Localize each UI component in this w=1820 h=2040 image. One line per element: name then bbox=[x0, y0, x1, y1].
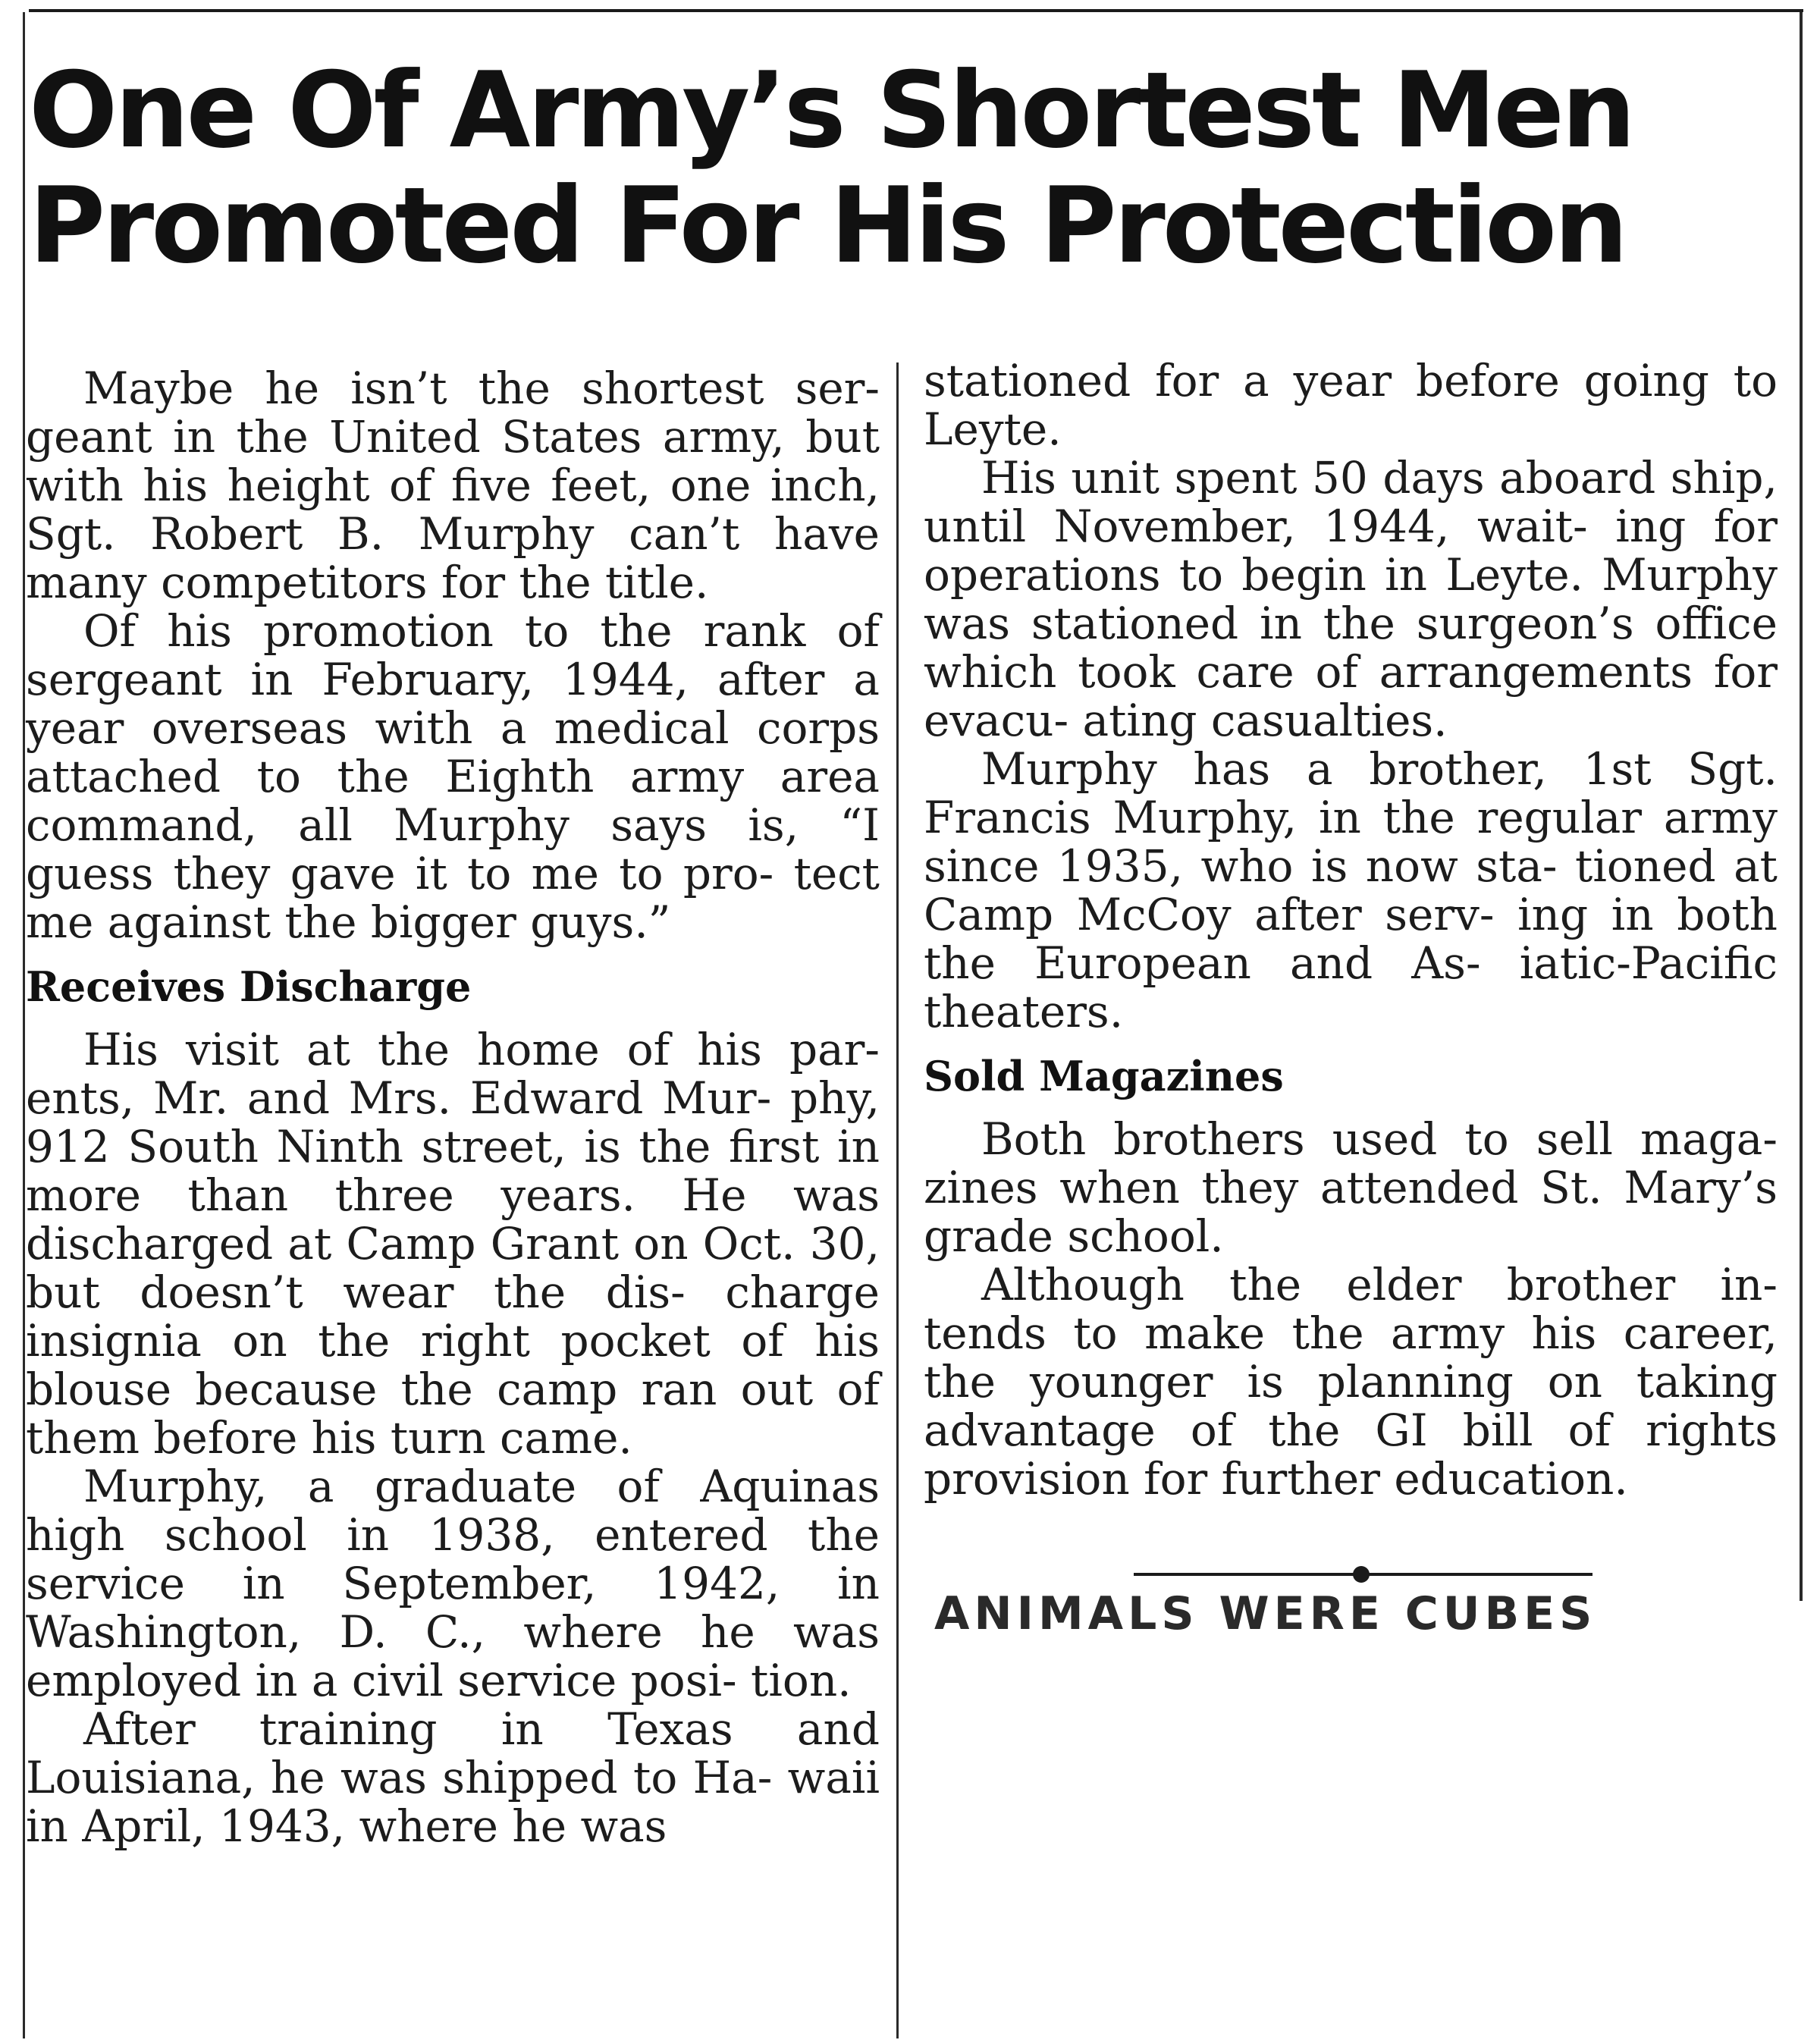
top-border-rule bbox=[29, 9, 1803, 12]
column-divider-rule bbox=[896, 362, 899, 2038]
left-border-rule bbox=[23, 12, 25, 2038]
paragraph-brother: Murphy has a brother, 1st Sgt. Francis Murphy, in the regular army since 1935, who is now sta- tioned at Camp McCoy after serv- ing in both the European and As- iatic-Pacific theaters. bbox=[924, 743, 1778, 1037]
headline-line-1: One Of Army’s Shortest Men bbox=[29, 49, 1633, 171]
subhead-receives-discharge: Receives Discharge bbox=[26, 962, 472, 1011]
paragraph-career: Although the elder brother in- tends to make the army his career, the younger is planning on taking advantage of the GI bill of rights provision for further education. bbox=[924, 1259, 1778, 1505]
right-border-rule bbox=[1800, 12, 1803, 1601]
paragraph-promotion: Of his promotion to the rank of sergeant in February, 1944, after a year overseas with a medical corps attached to the Eighth army area command, all Murphy says is, “I guess they gave it to me to pro- tect me against the bigger guys.” bbox=[26, 605, 880, 948]
paragraph-graduate: Murphy, a graduate of Aquinas high school in 1938, entered the service in September, 1942, in Washington, D. C., where he was employed in a civil service posi- tion. bbox=[26, 1461, 880, 1706]
paragraph-unit: His unit spent 50 days aboard ship, until November, 1944, wait- ing for operations to begin in Leyte. Murphy was stationed in the surgeon’s office which took care of arrangements for evacu- ating casualties. bbox=[924, 452, 1778, 746]
next-article-headline-fragment bbox=[934, 1587, 1693, 1640]
subhead-sold-magazines: Sold Magazines bbox=[924, 1052, 1284, 1100]
paragraph-intro: Maybe he isn’t the shortest ser- geant in the United States army, but with his height of five feet, one inch, Sgt. Robert B. Murphy can’t have many competitors for the title. bbox=[26, 362, 880, 608]
headline bbox=[29, 49, 1796, 287]
paragraph-stationed: stationed for a year before going to Leyte. bbox=[924, 355, 1778, 455]
headline-line-2: Promoted For His Protection bbox=[29, 165, 1626, 287]
next-headline-text: ANIMALS WERE CUBES bbox=[934, 1587, 1597, 1640]
paragraph-training: After training in Texas and Louisiana, he was shipped to Ha- waii in April, 1943, where he was bbox=[26, 1703, 880, 1852]
left-column bbox=[26, 364, 880, 1850]
article-end-dot bbox=[1353, 1566, 1370, 1583]
paragraph-visit: His visit at the home of his par- ents, Mr. and Mrs. Edward Mur- phy, 912 South Ninth street, is the first in more than three years. He was discharged at Camp Grant on Oct. 30, but doesn’t wear the dis- charge insignia on the right pocket of his blouse because the camp ran out of them before his turn came. bbox=[26, 1024, 880, 1464]
paragraph-magazines: Both brothers used to sell maga- zines when they attended St. Mary’s grade school. bbox=[924, 1113, 1778, 1262]
right-column bbox=[924, 356, 1778, 1503]
